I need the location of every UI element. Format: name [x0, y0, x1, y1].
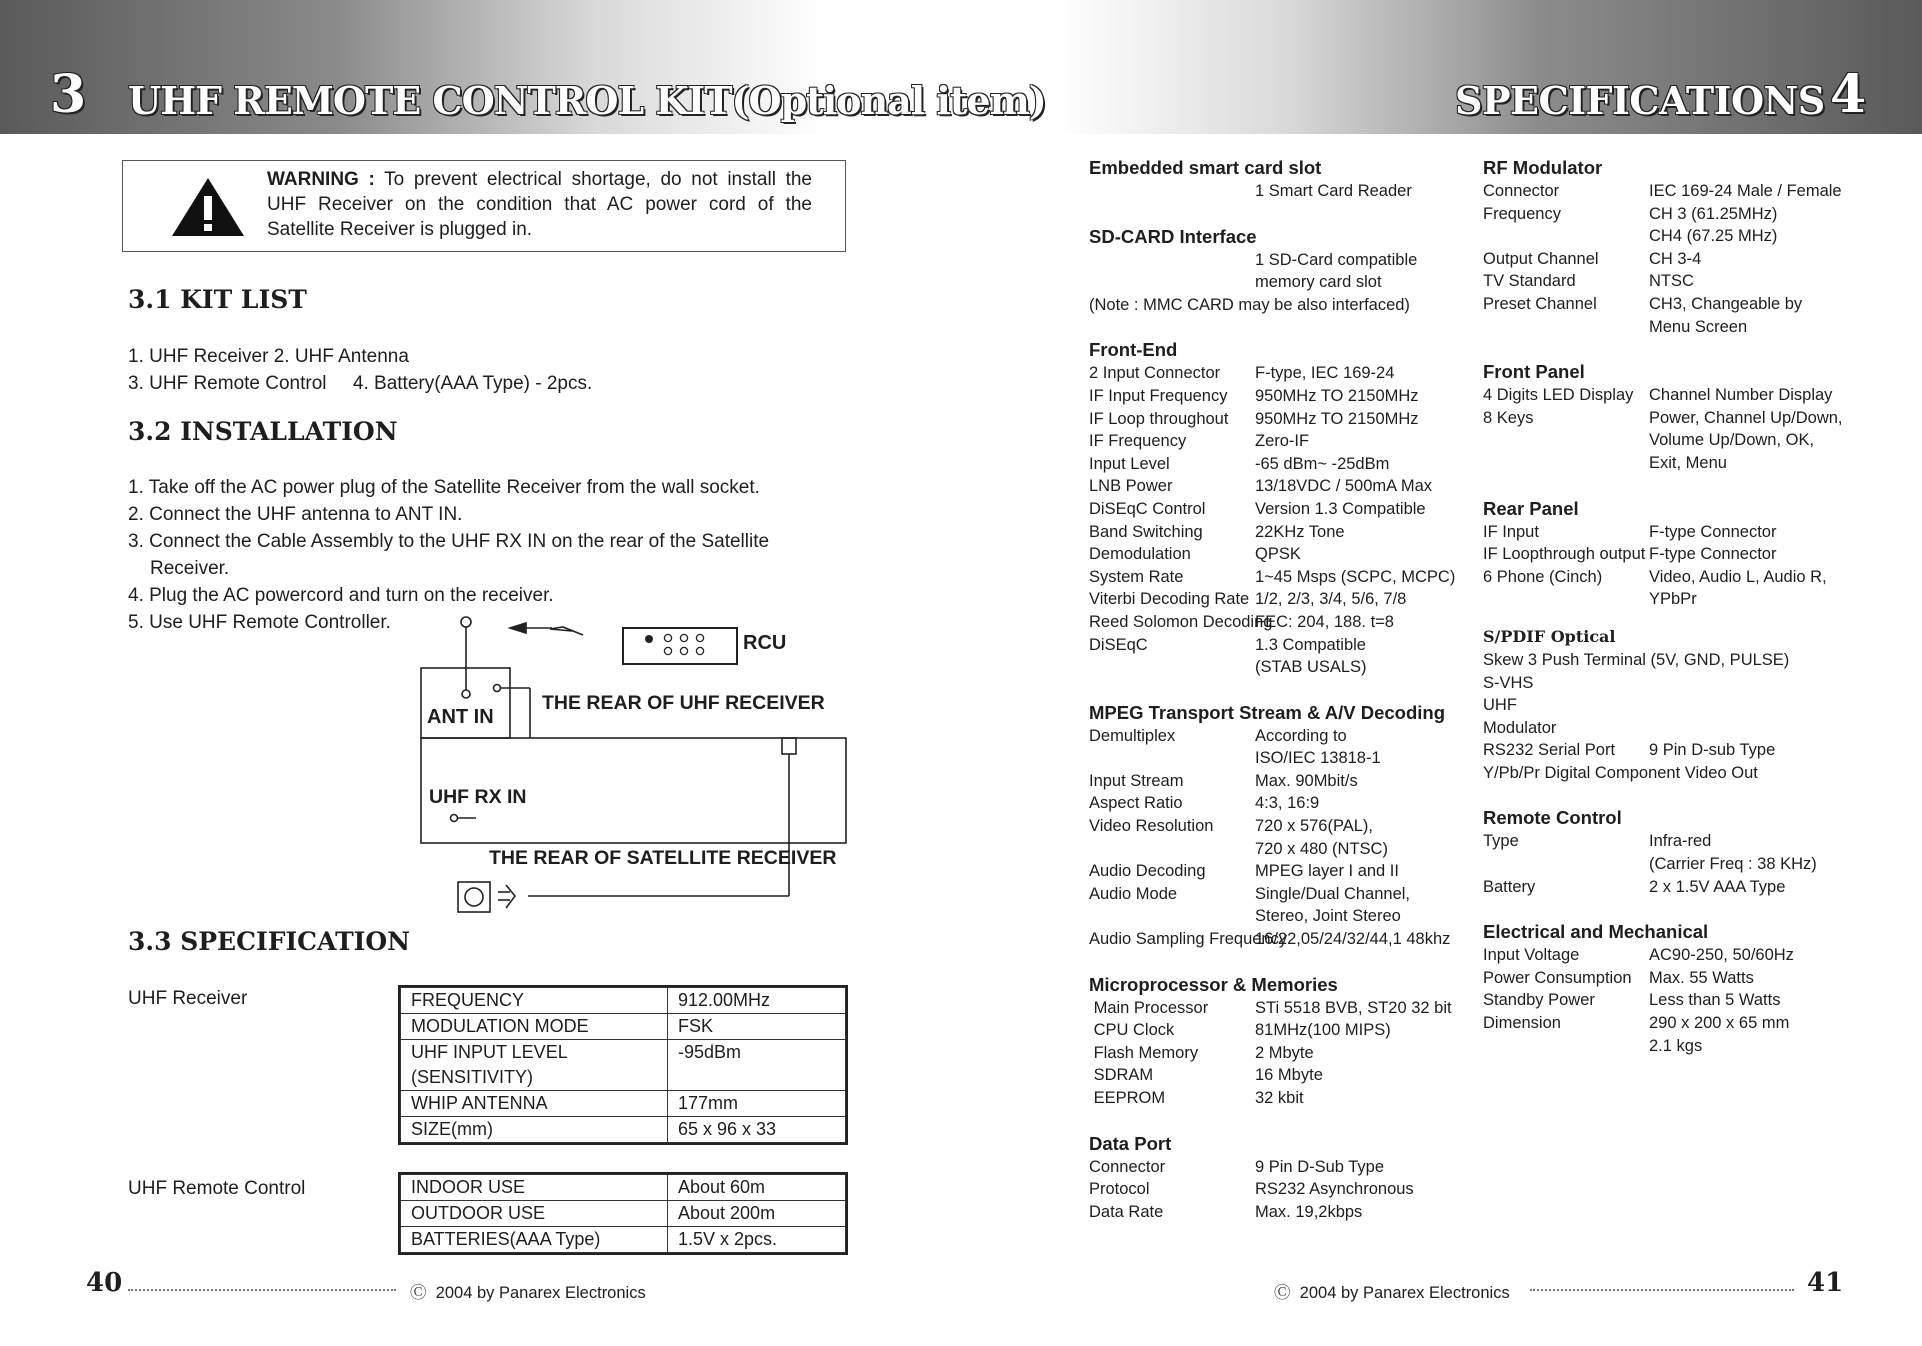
spec-row-key: Power Consumption — [1483, 968, 1632, 987]
spec-row-value: 32 kbit — [1255, 1089, 1304, 1107]
spec-section — [1483, 625, 1903, 785]
spec-row-value: Max. 19,2kbps — [1255, 1202, 1363, 1221]
spec-row — [1483, 649, 1903, 672]
spec-row-key: Reed Solomon Decoding — [1089, 612, 1273, 631]
spec-row-key: Video Resolution — [1089, 817, 1214, 836]
spec-row-value: -65 dBm~ -25dBm — [1255, 454, 1390, 473]
spec-row — [1483, 225, 1903, 248]
antenna-tip-icon — [461, 617, 471, 627]
spec-row-value: Channel Number Display — [1649, 386, 1833, 405]
power-socket-icon — [458, 882, 490, 912]
spec-row — [1089, 543, 1469, 566]
spec-row-value: 950MHz TO 2150MHz — [1255, 409, 1419, 428]
spec-row — [1089, 997, 1469, 1020]
spec-row-key: Output Channel — [1483, 249, 1599, 268]
spec-row-key: EEPROM — [1089, 1089, 1166, 1107]
spec-row-key: Input Stream — [1089, 771, 1184, 790]
spec-row-key: Type — [1483, 832, 1519, 851]
spec-row — [1483, 429, 1903, 452]
spec-table-row — [401, 1040, 846, 1066]
spec-row-value: 81MHz(100 MIPS) — [1255, 1021, 1391, 1040]
spec-row-value: Power, Channel Up/Down, — [1649, 408, 1843, 427]
spec-row-value: 1.3 Compatible — [1255, 635, 1366, 654]
spec-row — [1089, 1156, 1469, 1179]
spec-value — [668, 1065, 846, 1091]
spec-value: -95dBm — [668, 1040, 846, 1066]
spec-row — [1089, 271, 1469, 294]
spec-row-value: 720 x 576(PAL), — [1255, 817, 1374, 836]
spec-row-key: SDRAM — [1089, 1066, 1154, 1085]
spec-row — [1483, 853, 1903, 876]
spec-row-value: 720 x 480 (NTSC) — [1255, 839, 1388, 858]
left-chapter-number: 3 — [50, 64, 87, 125]
spec-row — [1483, 248, 1903, 271]
left-page-number: 40 — [86, 1268, 123, 1298]
spec-value: 65 x 96 x 33 — [668, 1117, 846, 1143]
warning-label: WARNING : — [267, 169, 375, 190]
spec-section-title: S/PDIF Optical — [1483, 626, 1616, 646]
spec-row-value: 4:3, 16:9 — [1255, 794, 1320, 813]
spec-value: About 60m — [668, 1175, 846, 1201]
spec-row-value: QPSK — [1255, 545, 1301, 564]
spec-section-title: Front-End — [1089, 339, 1178, 361]
spec-row-key: Demodulation — [1089, 545, 1191, 564]
spec-row-key: Audio Decoding — [1089, 862, 1206, 881]
spec-row-value: Volume Up/Down, OK, — [1649, 431, 1815, 450]
spec-row — [1089, 566, 1469, 589]
spec-section-title: Microprocessor & Memories — [1089, 973, 1338, 995]
spec-key: UHF INPUT LEVEL — [401, 1040, 668, 1066]
spec-row-value: Less than 5 Watts — [1649, 991, 1781, 1010]
uhf-receiver-label: UHF Receiver — [128, 988, 248, 1009]
spec-row-key: DiSEqC — [1089, 635, 1148, 654]
uhf-remote-spec-table — [400, 1174, 846, 1253]
spec-section — [1483, 920, 1903, 1057]
spec-row-key: IF Input — [1483, 522, 1539, 541]
spec-row — [1483, 989, 1903, 1012]
spec-row-key: Audio Mode — [1089, 884, 1178, 903]
spec-row-key: 8 Keys — [1483, 408, 1534, 427]
spec-row — [1089, 294, 1469, 317]
spec-row — [1089, 430, 1469, 453]
spec-section-title: Data Port — [1089, 1132, 1172, 1154]
installation-step-2: 2. Connect the UHF antenna to ANT IN. — [128, 504, 463, 525]
spec-row-key: Connector — [1483, 182, 1560, 200]
spec-row-value: ISO/IEC 13818-1 — [1255, 749, 1381, 768]
spec-row-key: LNB Power — [1089, 477, 1173, 496]
spec-row — [1483, 762, 1903, 785]
spec-row-value: 16/22,05/24/32/44,1 48khz — [1255, 930, 1451, 949]
spec-row-key: Aspect Ratio — [1089, 794, 1183, 813]
specification-title: 3.3 SPECIFICATION — [128, 927, 410, 956]
kit-list-title: 3.1 KIT LIST — [128, 285, 307, 314]
spec-row — [1089, 656, 1469, 679]
spec-row-value: memory card slot — [1255, 273, 1382, 292]
spec-row — [1483, 566, 1903, 589]
spec-value: About 200m — [668, 1201, 846, 1227]
spec-row-value: Max. 55 Watts — [1649, 968, 1754, 987]
spec-section-title: Front Panel — [1483, 361, 1585, 383]
spec-row-key: IF Frequency — [1089, 432, 1187, 451]
spec-row-key: Band Switching — [1089, 522, 1203, 541]
spec-row-value: IEC 169-24 Male / Female — [1649, 182, 1842, 200]
right-chapter-number: 4 — [1830, 64, 1867, 125]
spec-section-title: Remote Control — [1483, 807, 1622, 829]
spec-row-key: Frequency — [1483, 204, 1561, 223]
spec-row — [1483, 270, 1903, 293]
spec-row — [1089, 1019, 1469, 1042]
spec-row-value: FEC: 204, 188. t=8 — [1255, 612, 1394, 631]
spec-value: 912.00MHz — [668, 988, 846, 1014]
spec-row — [1089, 815, 1469, 838]
spec-row-key: 2 Input Connector — [1089, 364, 1221, 383]
spec-row-value: 13/18VDC / 500mA Max — [1255, 477, 1433, 496]
spec-table-row — [401, 1227, 846, 1253]
spec-row-key: Standby Power — [1483, 991, 1595, 1010]
spec-row-value: According to — [1255, 726, 1347, 745]
spec-section — [1089, 156, 1469, 203]
spec-row-key: RS232 Serial Port — [1483, 741, 1616, 760]
spec-row-key: TV Standard — [1483, 272, 1576, 291]
spec-row-key: Demultiplex — [1089, 726, 1176, 745]
installation-step-3: 3. Connect the Cable Assembly to the UHF RX IN on the rear of the Satellite — [128, 531, 770, 552]
spec-row-key: Preset Channel — [1483, 294, 1597, 313]
spec-row-value: Single/Dual Channel, — [1255, 884, 1411, 903]
kit-list-line-1: 1. UHF Receiver 2. UHF Antenna — [128, 346, 409, 367]
right-page-number: 41 — [1807, 1268, 1844, 1298]
spec-section-title: RF Modulator — [1483, 157, 1603, 178]
spec-row-value: Max. 90Mbit/s — [1255, 771, 1358, 790]
spec-row-value: STi 5518 BVB, ST20 32 bit — [1255, 998, 1452, 1017]
spec-column-2 — [1483, 156, 1903, 1077]
spec-row — [1483, 407, 1903, 430]
kit-list-line-2: 3. UHF Remote Control 4. Battery(AAA Type) - 2pcs. — [128, 373, 593, 394]
spec-row-key: 6 Phone (Cinch) — [1483, 567, 1603, 586]
ant-in-label: ANT IN — [427, 706, 494, 728]
rcu-label: RCU — [743, 632, 787, 654]
spec-row-key: UHF — [1483, 696, 1517, 715]
spec-row-value: 1/2, 2/3, 3/4, 5/6, 7/8 — [1255, 590, 1407, 609]
right-copyright: Ⓒ 2004 by Panarex Electronics — [1274, 1284, 1510, 1302]
spec-row-key: (Note : MMC CARD may be also interfaced) — [1089, 295, 1410, 314]
spec-row — [1089, 747, 1469, 770]
spec-row — [1089, 1042, 1469, 1065]
spec-row-value: Exit, Menu — [1649, 453, 1727, 472]
spec-key: INDOOR USE — [401, 1175, 668, 1201]
spec-row-key: Protocol — [1089, 1180, 1150, 1199]
spec-row — [1483, 203, 1903, 226]
spec-row — [1483, 694, 1903, 717]
spec-row-key: Flash Memory — [1089, 1043, 1199, 1062]
spec-row-key: CPU Clock — [1089, 1021, 1175, 1040]
spec-row — [1089, 249, 1469, 272]
spec-row-value: 2 Mbyte — [1255, 1043, 1314, 1062]
uhf-rx-in-label: UHF RX IN — [429, 786, 527, 808]
spec-row — [1483, 293, 1903, 316]
spec-row-value: 2.1 kgs — [1649, 1036, 1703, 1055]
uhf-receiver-spec-table — [400, 987, 846, 1143]
spec-section — [1089, 1132, 1469, 1224]
spec-key: BATTERIES(AAA Type) — [401, 1227, 668, 1253]
spec-row-key: Dimension — [1483, 1014, 1561, 1033]
spec-table-row — [401, 1117, 846, 1143]
spec-row-value: F-type Connector — [1649, 545, 1777, 564]
right-footer-dots — [1530, 1289, 1794, 1291]
spec-row-key: Input Level — [1089, 454, 1170, 473]
spec-row-value: Version 1.3 Compatible — [1255, 499, 1426, 518]
installation-step-3-cont: Receiver. — [150, 558, 230, 579]
spec-row — [1483, 739, 1903, 762]
spec-key: FREQUENCY — [401, 988, 668, 1014]
spec-row-value: (Carrier Freq : 38 KHz) — [1649, 855, 1817, 874]
rear-uhf-label: THE REAR OF UHF RECEIVER — [542, 692, 825, 714]
spec-row-value: Menu Screen — [1649, 317, 1748, 336]
spec-row — [1089, 385, 1469, 408]
spec-row-value: YPbPr — [1649, 590, 1697, 609]
spec-table-row — [401, 1091, 846, 1117]
spec-row-key: S-VHS — [1483, 673, 1534, 692]
spec-row — [1089, 611, 1469, 634]
spec-section-title: Embedded smart card slot — [1089, 157, 1322, 178]
spec-row-value: 9 Pin D-Sub Type — [1255, 1157, 1385, 1176]
spec-section-title: Electrical and Mechanical — [1483, 921, 1709, 943]
spec-row-value: MPEG layer I and II — [1255, 862, 1399, 881]
spec-row — [1089, 928, 1469, 951]
spec-key: SIZE(mm) — [401, 1117, 668, 1143]
rcu-remote-icon — [623, 628, 737, 664]
spec-row — [1089, 180, 1469, 203]
spec-column-1 — [1089, 156, 1469, 1243]
spec-row-value: Infra-red — [1649, 832, 1712, 851]
spec-row — [1483, 672, 1903, 695]
spec-row-value: 22KHz Tone — [1255, 522, 1345, 541]
spec-value: 1.5V x 2pcs. — [668, 1227, 846, 1253]
spec-section — [1089, 701, 1469, 951]
spec-row — [1089, 362, 1469, 385]
spec-row-value: Zero-IF — [1255, 432, 1310, 451]
spec-row — [1089, 634, 1469, 657]
spec-row-value: CH3, Changeable by — [1649, 294, 1803, 313]
warning-icon — [170, 176, 246, 238]
spec-row — [1089, 1064, 1469, 1087]
spec-row — [1483, 384, 1903, 407]
spec-row-key: Audio Sampling Frequency — [1089, 930, 1288, 949]
spec-row-value: 1 Smart Card Reader — [1255, 182, 1412, 200]
spec-row-value: Stereo, Joint Stereo — [1255, 907, 1401, 926]
spec-row-key: Main Processor — [1089, 998, 1209, 1017]
spec-row — [1089, 1178, 1469, 1201]
spec-row — [1089, 792, 1469, 815]
spec-section — [1483, 497, 1903, 611]
spec-row-key: Modulator — [1483, 718, 1557, 737]
spec-row-value: CH 3 (61.25MHz) — [1649, 204, 1778, 223]
spec-row-key: Battery — [1483, 877, 1536, 896]
spec-row — [1089, 883, 1469, 906]
spec-row — [1483, 967, 1903, 990]
spec-section-title: MPEG Transport Stream & A/V Decoding — [1089, 701, 1446, 723]
spec-row — [1089, 521, 1469, 544]
spec-row — [1089, 725, 1469, 748]
spec-row-key: Viterbi Decoding Rate — [1089, 590, 1250, 609]
spec-row — [1089, 453, 1469, 476]
spec-row — [1483, 830, 1903, 853]
spec-row — [1483, 944, 1903, 967]
spec-row-key: Input Voltage — [1483, 946, 1580, 965]
spec-section — [1089, 338, 1469, 678]
warning-text — [267, 167, 812, 242]
spec-row — [1483, 717, 1903, 740]
spec-row-value: CH 3-4 — [1649, 249, 1702, 268]
spec-table-row — [401, 988, 846, 1014]
left-chapter-title: UHF REMOTE CONTROL KIT(Optional item) — [128, 78, 1046, 123]
left-copyright: Ⓒ 2004 by Panarex Electronics — [410, 1284, 646, 1302]
spec-row — [1483, 521, 1903, 544]
spec-key: (SENSITIVITY) — [401, 1065, 668, 1091]
spec-row — [1089, 588, 1469, 611]
spec-section — [1483, 806, 1903, 898]
spec-row-key: 4 Digits LED Display — [1483, 386, 1634, 405]
rear-satellite-label: THE REAR OF SATELLITE RECEIVER — [489, 847, 837, 869]
spec-table-row — [401, 1065, 846, 1091]
spec-row-value: RS232 Asynchronous — [1255, 1180, 1414, 1199]
spec-section — [1089, 225, 1469, 317]
spec-section — [1089, 973, 1469, 1110]
spec-row-value: CH4 (67.25 MHz) — [1649, 227, 1778, 246]
spec-row-value: F-type Connector — [1649, 522, 1777, 541]
left-footer-dots — [128, 1289, 396, 1291]
spec-row — [1483, 1035, 1903, 1058]
spec-row — [1483, 543, 1903, 566]
spec-table-row — [401, 1201, 846, 1227]
spec-row-key: IF Loop throughout — [1089, 409, 1229, 428]
spec-row — [1483, 1012, 1903, 1035]
spec-value: 177mm — [668, 1091, 846, 1117]
spec-row-key: Skew 3 Push Terminal (5V, GND, PULSE) — [1483, 650, 1790, 669]
uhf-remote-label: UHF Remote Control — [128, 1178, 306, 1199]
spec-key: MODULATION MODE — [401, 1014, 668, 1040]
spec-row — [1483, 588, 1903, 611]
spec-row — [1483, 316, 1903, 339]
spec-row — [1483, 452, 1903, 475]
spec-section — [1483, 360, 1903, 474]
spec-row-key: Data Rate — [1089, 1202, 1164, 1221]
spec-row-value: Video, Audio L, Audio R, — [1649, 567, 1827, 586]
spec-row-key: Connector — [1089, 1157, 1166, 1176]
spec-table-row — [401, 1175, 846, 1201]
spec-row — [1483, 876, 1903, 899]
spec-row-value: F-type, IEC 169-24 — [1255, 364, 1395, 383]
spec-value: FSK — [668, 1014, 846, 1040]
spec-row-key: IF Input Frequency — [1089, 386, 1228, 405]
spec-row-value: 2 x 1.5V AAA Type — [1649, 877, 1786, 896]
spec-row — [1089, 1201, 1469, 1224]
spec-row-value: AC90-250, 50/60Hz — [1649, 946, 1794, 965]
installation-diagram — [400, 600, 860, 920]
spec-row — [1089, 1087, 1469, 1110]
spec-row-value: 950MHz TO 2150MHz — [1255, 386, 1419, 405]
spec-row-key: System Rate — [1089, 567, 1184, 586]
spec-row-value: 1 SD-Card compatible — [1255, 250, 1418, 269]
installation-step-4: 4. Plug the AC powercord and turn on the receiver. — [128, 585, 554, 606]
warning-message: To prevent electrical shortage, do not install the UHF Receiver on the condition that AC power cord of the Satellite Receiver is plugged in. — [267, 169, 812, 240]
spec-row — [1089, 860, 1469, 883]
spec-section — [1483, 156, 1903, 338]
spec-row — [1089, 498, 1469, 521]
right-chapter-title: SPECIFICATIONS — [1455, 78, 1825, 123]
spec-row-value: NTSC — [1649, 272, 1694, 291]
spec-row-value: 16 Mbyte — [1255, 1066, 1323, 1085]
spec-row — [1089, 838, 1469, 861]
spec-table-row — [401, 1014, 846, 1040]
spec-row-key: DiSEqC Control — [1089, 499, 1206, 518]
spec-key: WHIP ANTENNA — [401, 1091, 668, 1117]
spec-row-value: (STAB USALS) — [1255, 658, 1367, 677]
spec-key: OUTDOOR USE — [401, 1201, 668, 1227]
spec-row — [1089, 475, 1469, 498]
spec-row-value: 290 x 200 x 65 mm — [1649, 1014, 1790, 1033]
spec-section-title: Rear Panel — [1483, 497, 1579, 519]
installation-title: 3.2 INSTALLATION — [128, 417, 398, 446]
spec-row-key: IF Loopthrough output — [1483, 545, 1646, 564]
spec-row-value: 1~45 Msps (SCPC, MCPC) — [1255, 567, 1456, 586]
spec-row-key: Y/Pb/Pr Digital Component Video Out — [1483, 763, 1758, 782]
spec-row — [1089, 770, 1469, 793]
spec-row-value: 9 Pin D-sub Type — [1649, 741, 1776, 760]
spec-row — [1089, 408, 1469, 431]
installation-step-1: 1. Take off the AC power plug of the Satellite Receiver from the wall socket. — [128, 477, 760, 498]
spec-row — [1089, 905, 1469, 928]
installation-step-5: 5. Use UHF Remote Controller. — [128, 612, 391, 633]
spec-row — [1483, 180, 1903, 203]
spec-section-title: SD-CARD Interface — [1089, 225, 1257, 247]
